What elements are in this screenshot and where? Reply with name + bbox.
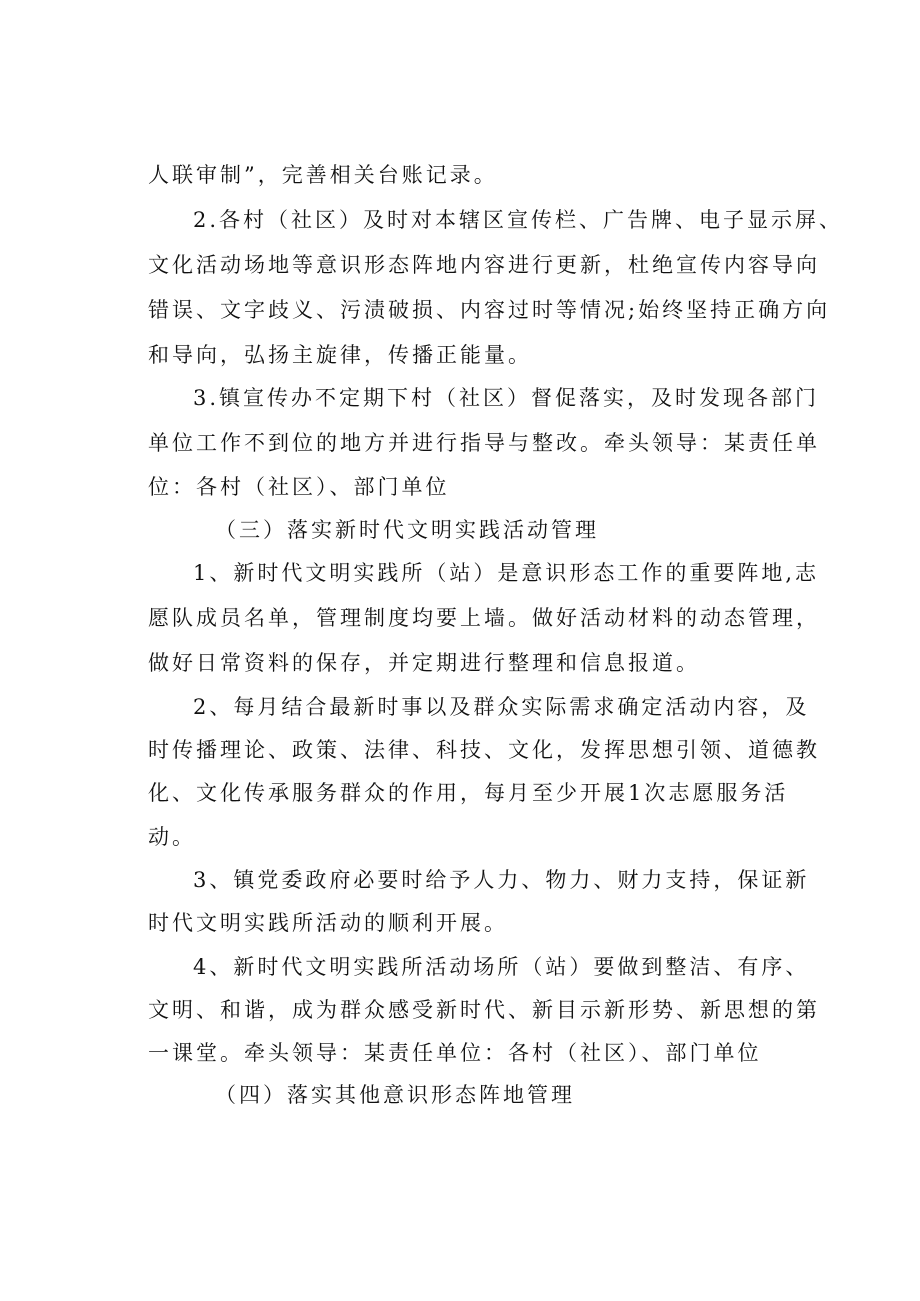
text-line: 人联审制”，完善相关台账记录。 (148, 163, 498, 187)
text-line: 文明、和谐，成为群众感受新时代、新目示新形势、新思想的第 (148, 998, 820, 1022)
text-line: 一课堂。牵头领导：某责任单位：各村（社区）、部门单位 (148, 1041, 762, 1065)
text-line: 4、新时代文明实践所活动场所（站）要做到整洁、有序、 (193, 955, 810, 979)
text-line: 3、镇党委政府必要时给予人力、物力、财力支持，保证新 (193, 868, 810, 892)
section-heading: （三）落实新时代文明实践活动管理 (215, 518, 599, 542)
text-line: 位：各村（社区）、部门单位 (148, 475, 450, 499)
text-line: 2.各村（社区）及时对本辖区宣传栏、广告牌、电子显示屏、 (193, 208, 844, 232)
text-line: 愿队成员名单，管理制度均要上墙。做好活动材料的动态管理， (148, 606, 820, 630)
text-line: 1、新时代文明实践所（站）是意识形态工作的重要阵地,志 (193, 561, 820, 585)
section-heading: （四）落实其他意识形态阵地管理 (215, 1083, 575, 1107)
text-line: 文化活动场地等意识形态阵地内容进行更新，杜绝宣传内容导向 (148, 253, 820, 277)
text-line: 时传播理论、政策、法律、科技、文化，发挥思想引领、道德教 (148, 738, 820, 762)
text-line: 3.镇宣传办不定期下村（社区）督促落实，及时发现各部门 (193, 386, 820, 410)
text-line: 化、文化传承服务群众的作用，每月至少开展1次志愿服务活 (148, 781, 789, 805)
text-line: 动。 (148, 825, 196, 849)
text-line: 做好日常资料的保存，并定期进行整理和信息报道。 (148, 651, 700, 675)
text-line: 单位工作不到位的地方并进行指导与整改。牵头领导：某责任单 (148, 431, 820, 455)
text-line: 2、每月结合最新时事以及群众实际需求确定活动内容，及 (193, 695, 810, 719)
text-line: 时代文明实践所活动的顺利开展。 (148, 911, 508, 935)
text-line: 错误、文字歧义、污渍破损、内容过时等情况;始终坚持正确方向 (148, 298, 831, 322)
text-line: 和导向，弘扬主旋律，传播正能量。 (148, 343, 532, 367)
